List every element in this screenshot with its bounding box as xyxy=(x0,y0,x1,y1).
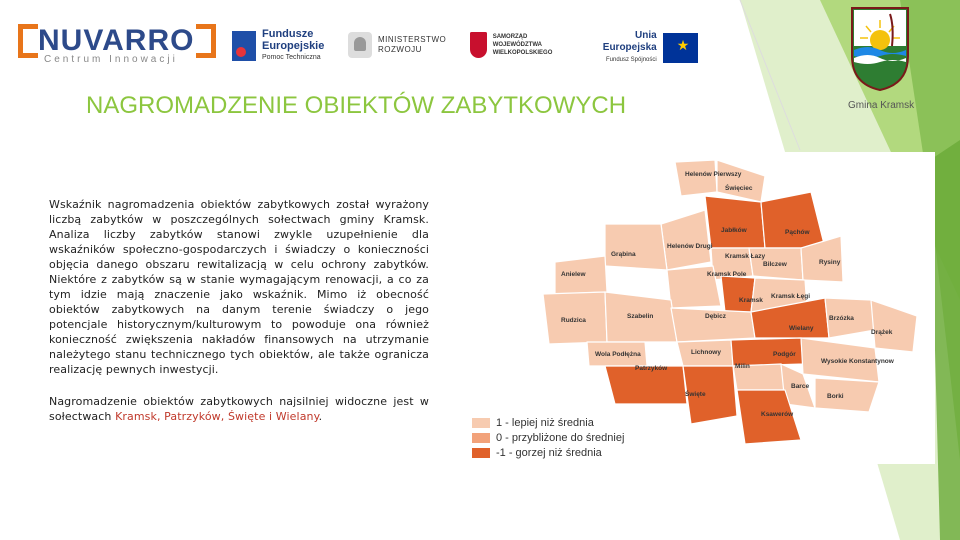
legend-item-better xyxy=(472,417,594,429)
legend-swatch-worse xyxy=(472,448,490,458)
label-barce: Barce xyxy=(791,383,810,390)
label-drazek: Drążek xyxy=(871,329,893,336)
region-helenow-drugi xyxy=(661,210,711,270)
paragraph-2-suffix: . xyxy=(318,410,323,423)
paragraph-2-highlight: Kramsk, Patrzyków, Święte i Wielany xyxy=(115,410,319,423)
legend-label-worse: -1 - gorzej niż średnia xyxy=(496,447,602,459)
body-text xyxy=(49,197,429,441)
fe-line1: Fundusze xyxy=(262,28,314,40)
label-kramsk-legi: Kramsk Łęgi xyxy=(771,293,811,300)
wielkopolska-logo xyxy=(470,32,558,58)
label-podgor: Podgór xyxy=(773,351,796,358)
label-anielew: Anielew xyxy=(561,271,586,278)
legend-swatch-better xyxy=(472,418,490,428)
legend-swatch-average xyxy=(472,433,490,443)
fundusze-europejskie-logo xyxy=(232,28,324,64)
label-helenow-pierwszy: Helenów Pierwszy xyxy=(685,171,742,178)
label-lichnowy: Lichnowy xyxy=(691,349,721,356)
label-wysokie: Wysokie Konstantynow xyxy=(821,358,894,365)
nuvarro-subtitle: Centrum Innowacji xyxy=(44,54,178,65)
fe-flag-icon xyxy=(232,31,256,61)
region-helenow-pierwszy xyxy=(675,160,717,196)
label-helenow-drugi: Helenów Drugi xyxy=(667,243,713,250)
label-borki: Borki xyxy=(827,393,844,400)
paragraph-2-prefix: Nagromadzenie obiektów zabytkowych najsilniej widoczne jest w sołectwach xyxy=(49,395,429,423)
ue-line2: Fundusz Spójności xyxy=(606,57,657,63)
label-swieciec: Święciec xyxy=(725,185,753,192)
legend-item-worse xyxy=(472,447,602,459)
legend-label-better: 1 - lepiej niż średnia xyxy=(496,417,594,429)
wlkp-line1: SAMORZĄD WOJEWÓDZTWA xyxy=(492,34,543,48)
region-borki xyxy=(815,378,879,412)
gmina-crest-icon xyxy=(850,6,910,92)
paragraph-2 xyxy=(49,394,429,424)
label-ksawerow: Ksawerów xyxy=(761,411,794,418)
legend-label-average: 0 - przybliżone do średniej xyxy=(496,432,625,444)
paragraph-1: Wskaźnik nagromadzenia obiektów zabytkowych został wyrażony liczbą zabytków w poszczególnych sołectwach gminy Kramsk. Analiza liczby zabytków stanowi zwykle uzupełnienie dla wskaźników społeczno-gospodarczych i świadczy o konieczności objęcia danego obszaru rewitalizacją w celu ochrony zabytków. Niektóre z zabytków są w stanie wymagającym renowacji, a co za tym idzie mają znaczenie jako wskaźnik. Mimo iż obecność obiektów zabytkowych na danym terenie świadczy o jego potencjale historycznym/kulturowym to powoduje ona również konieczność zwiększenia nakładów finansowych na utrzymanie należytego stanu technicznego tych obiektów, ale także ogranicza realizację pewnych inwestycji. xyxy=(49,198,429,376)
unia-europejska-logo xyxy=(594,30,698,66)
label-rysiny: Rysiny xyxy=(819,259,841,266)
region-kramsk xyxy=(721,276,755,312)
nuvarro-name: NUVARRO xyxy=(38,24,195,57)
crest-label: Gmina Kramsk xyxy=(848,100,915,111)
label-kramsk: Kramsk xyxy=(739,297,763,304)
label-swiete: Święte xyxy=(685,391,706,398)
nuvarro-logo xyxy=(18,24,216,65)
nuvarro-bracket-icon xyxy=(18,24,38,58)
label-patrzykow: Patrzyków xyxy=(635,365,668,372)
wlkp-line2: WIELKOPOLSKIEGO xyxy=(492,50,553,56)
ministerstwo-logo xyxy=(348,32,446,58)
page-title: NAGROMADZENIE OBIEKTÓW ZABYTKOWYCH xyxy=(86,92,627,119)
label-szabelin: Szabelin xyxy=(627,313,654,320)
wlkp-shield-icon xyxy=(470,32,487,58)
nuvarro-bracket-right-icon xyxy=(196,24,216,58)
region-drazek xyxy=(871,300,917,352)
label-rudzica: Rudzica xyxy=(561,317,586,324)
label-bilczew: Bilczew xyxy=(763,261,787,268)
label-kramsk-pole: Kramsk Pole xyxy=(707,271,747,278)
label-jablkow: Jabłków xyxy=(721,227,747,234)
region-pachow xyxy=(761,192,825,248)
ue-line1: Unia Europejska xyxy=(602,30,657,53)
fe-line2: Europejskie xyxy=(262,40,325,52)
label-pachow: Pąchów xyxy=(785,229,810,236)
region-jablkow xyxy=(705,196,765,248)
label-wola-podlezna: Wola Podłężna xyxy=(595,351,641,358)
label-wielany: Wielany xyxy=(789,325,814,332)
mr-line1: MINISTERSTWO xyxy=(378,35,447,44)
region-swieciec xyxy=(717,160,765,202)
label-milin: Milin xyxy=(735,363,750,370)
eagle-icon xyxy=(348,32,372,58)
fe-line3: Pomoc Techniczna xyxy=(262,54,321,61)
mr-line2: ROZWOJU xyxy=(378,45,422,54)
label-brzozka: Brzózka xyxy=(829,315,854,322)
eu-flag-icon xyxy=(663,33,698,63)
legend-item-average xyxy=(472,432,624,444)
label-kramsk-lazy: Kramsk Łazy xyxy=(725,253,766,260)
label-debicz: Dębicz xyxy=(705,313,726,320)
region-grabina xyxy=(605,224,667,270)
label-grabina: Grąbina xyxy=(611,251,636,258)
